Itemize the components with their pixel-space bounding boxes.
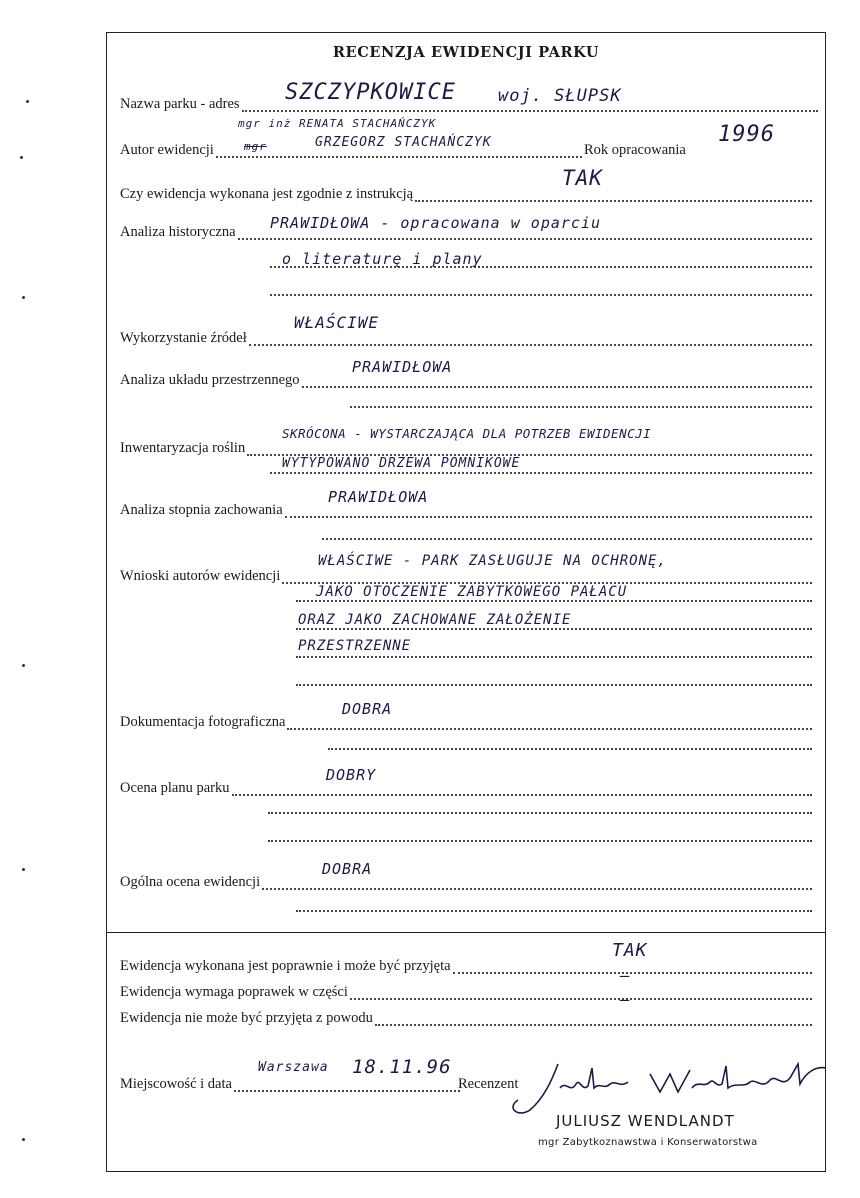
scan-speck — [22, 868, 25, 871]
place-label: Miejscowość i data — [120, 1076, 232, 1092]
plan-label: Ocena planu parku — [120, 780, 230, 796]
author-strike: mgr — [244, 140, 267, 153]
spatial-value: PRAWIDŁOWA — [352, 358, 453, 376]
conclusions-line3: ORAZ JAKO ZACHOWANE ZAŁOŻENIE — [298, 612, 572, 628]
overall-row — [120, 874, 812, 890]
overall-value: DOBRA — [322, 860, 373, 878]
historical-label: Analiza historyczna — [120, 224, 236, 240]
rejected-label: Ewidencja nie może być przyjęta z powodu — [120, 1010, 373, 1026]
plants-line1: SKRÓCONA - WYSTARCZAJĄCA DLA POTRZEB EWIDENCJI — [282, 426, 652, 441]
plants-label: Inwentaryzacja roślin — [120, 440, 246, 456]
park-name-row — [120, 96, 818, 112]
conclusions-label: Wnioski autorów ewidencji — [120, 568, 281, 584]
historical-line2: o literaturę i plany — [282, 250, 483, 268]
instruction-row — [120, 186, 812, 202]
conclusions-line1: WŁAŚCIWE - PARK ZASŁUGUJE NA OCHRONĘ, — [318, 553, 667, 569]
rejected-row — [120, 1010, 812, 1026]
photos-value: DOBRA — [342, 700, 393, 718]
form-title: RECENZJA EWIDENCJI PARKU — [332, 44, 600, 61]
plants-row — [120, 440, 812, 456]
historical-line1: PRAWIDŁOWA - opracowana w oparciu — [270, 214, 602, 232]
plants-line2: WYTYPOWANO DRZEWA POMNIKOWE — [282, 456, 521, 471]
park-region-value: woj. SŁUPSK — [498, 86, 622, 106]
condition-label: Analiza stopnia zachowania — [120, 502, 283, 518]
scan-speck — [26, 100, 29, 103]
place-value: Warszawa — [258, 1060, 329, 1075]
instruction-value: TAK — [562, 166, 603, 190]
park-name-value: SZCZYPKOWICE — [285, 80, 456, 105]
scan-speck — [22, 664, 25, 667]
conclusions-row — [120, 568, 812, 584]
author-value: GRZEGORZ STACHAŃCZYK — [315, 135, 492, 150]
scan-speck — [22, 296, 25, 299]
sources-row — [120, 330, 812, 346]
instruction-label: Czy ewidencja wykonana jest zgodnie z instrukcją — [120, 186, 414, 202]
scan-speck — [22, 1138, 25, 1141]
year-label: Rok opracowania — [584, 142, 686, 158]
scan-speck — [20, 156, 23, 159]
date-value: 18.11.96 — [352, 1056, 452, 1078]
author-label: Autor ewidencji — [120, 142, 214, 158]
condition-row — [120, 502, 812, 518]
reviewer-label: Recenzent — [458, 1076, 519, 1092]
sources-label: Wykorzystanie źródeł — [120, 330, 247, 346]
spatial-row — [120, 372, 812, 388]
plan-value: DOBRY — [326, 766, 377, 784]
accepted-label: Ewidencja wykonana jest poprawnie i może być przyjęta — [120, 958, 451, 974]
year-value: 1996 — [718, 122, 775, 147]
form-border — [106, 32, 826, 1172]
author-above-value: mgr inż RENATA STACHAŃCZYK — [238, 117, 437, 130]
stamp-name: JULIUSZ WENDLANDT — [556, 1112, 735, 1130]
corrections-row — [120, 984, 812, 1000]
rejected-value: — — [620, 990, 631, 1009]
corrections-label: Ewidencja wymaga poprawek w części — [120, 984, 348, 1000]
stamp-title: mgr Zabytkoznawstwa i Konserwatorstwa — [538, 1137, 758, 1148]
condition-value: PRAWIDŁOWA — [328, 488, 429, 506]
plan-row — [120, 780, 812, 796]
park-name-label: Nazwa parku - adres — [120, 96, 240, 112]
section-divider — [106, 932, 826, 933]
photos-row — [120, 714, 812, 730]
conclusions-line4: PRZESTRZENNE — [298, 638, 412, 654]
photos-label: Dokumentacja fotograficzna — [120, 714, 286, 730]
overall-label: Ogólna ocena ewidencji — [120, 874, 261, 890]
year-row — [584, 142, 714, 158]
sources-value: WŁAŚCIWE — [294, 313, 380, 332]
conclusions-line2: JAKO OTOCZENIE ZABYTKOWEGO PAŁACU — [316, 584, 628, 600]
accepted-value: TAK — [612, 940, 648, 961]
corrections-value: — — [620, 966, 631, 985]
place-row — [120, 1076, 460, 1092]
accepted-row — [120, 958, 812, 974]
spatial-label: Analiza układu przestrzennego — [120, 372, 300, 388]
